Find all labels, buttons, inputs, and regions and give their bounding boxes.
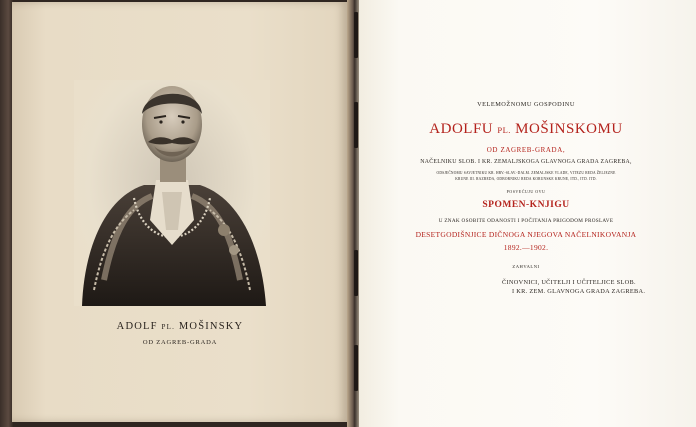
honoree-role: NAČELNIKU SLOB. I KR. ZEMALJSKOGA GLAVNOGA GRADA ZAGREBA, xyxy=(420,159,632,165)
years-line: 1892.—1902. xyxy=(503,243,549,252)
right-page xyxy=(359,0,696,427)
binding-thread xyxy=(354,250,358,296)
honoree-particle: PL. xyxy=(497,125,511,135)
signers-line-1: ČINOVNICI, UČITELJI I UČITELJICE SLOB. xyxy=(502,279,636,286)
honoree-titles-line-2: KRUNE III. RAZREDA, ODBORNIKU REDA KORUNSKE KRUNE, ITD., ITD. ITD. xyxy=(455,177,597,181)
caption-first-name: ADOLF xyxy=(116,321,158,332)
binding-thread xyxy=(354,102,358,148)
anniversary-line: DESETGODIŠNJICE DIČNOGA NJEGOVA NAČELNIKOVANJA xyxy=(415,230,637,239)
caption-surname: MOŠINSKY xyxy=(178,321,244,332)
honoree-surname: MOŠINSKOMU xyxy=(515,121,623,137)
dedication-line: VELEMOŽNOMU GOSPODINU xyxy=(477,101,575,108)
honoree-titles-line-1: ODSJEČNOMU SAVJETNIKU KR. HRV.-SLAV.-DALM. ZEMALJSKE VLADE, VITEZU REDA ŽELJEZNE xyxy=(436,171,616,175)
honoree-name xyxy=(410,121,642,138)
honoree-first-name: ADOLFU xyxy=(429,121,494,137)
caption-particle: PL. xyxy=(161,323,176,331)
thanks-line: ZAHVALNI xyxy=(512,264,540,269)
occasion-line: U ZNAK OSOBITE ODANOSTI I POČITANJA PRIGODOM PROSLAVE xyxy=(438,218,614,224)
portrait-caption-name xyxy=(12,321,348,332)
signers-line-2: I KR. ZEM. GLAVNOGA GRADA ZAGREBA. xyxy=(512,288,646,295)
dedicate-line: POSVEĆUJU OVU xyxy=(506,189,546,194)
portrait-caption-place: OD ZAGREB-GRADA xyxy=(142,339,218,346)
portrait-engraving xyxy=(74,80,270,306)
binding-thread xyxy=(354,12,358,58)
book-title: SPOMEN-KNJIGU xyxy=(482,200,570,210)
honoree-place: OD ZAGREB-GRADA, xyxy=(486,146,566,154)
binding-thread xyxy=(354,345,358,391)
